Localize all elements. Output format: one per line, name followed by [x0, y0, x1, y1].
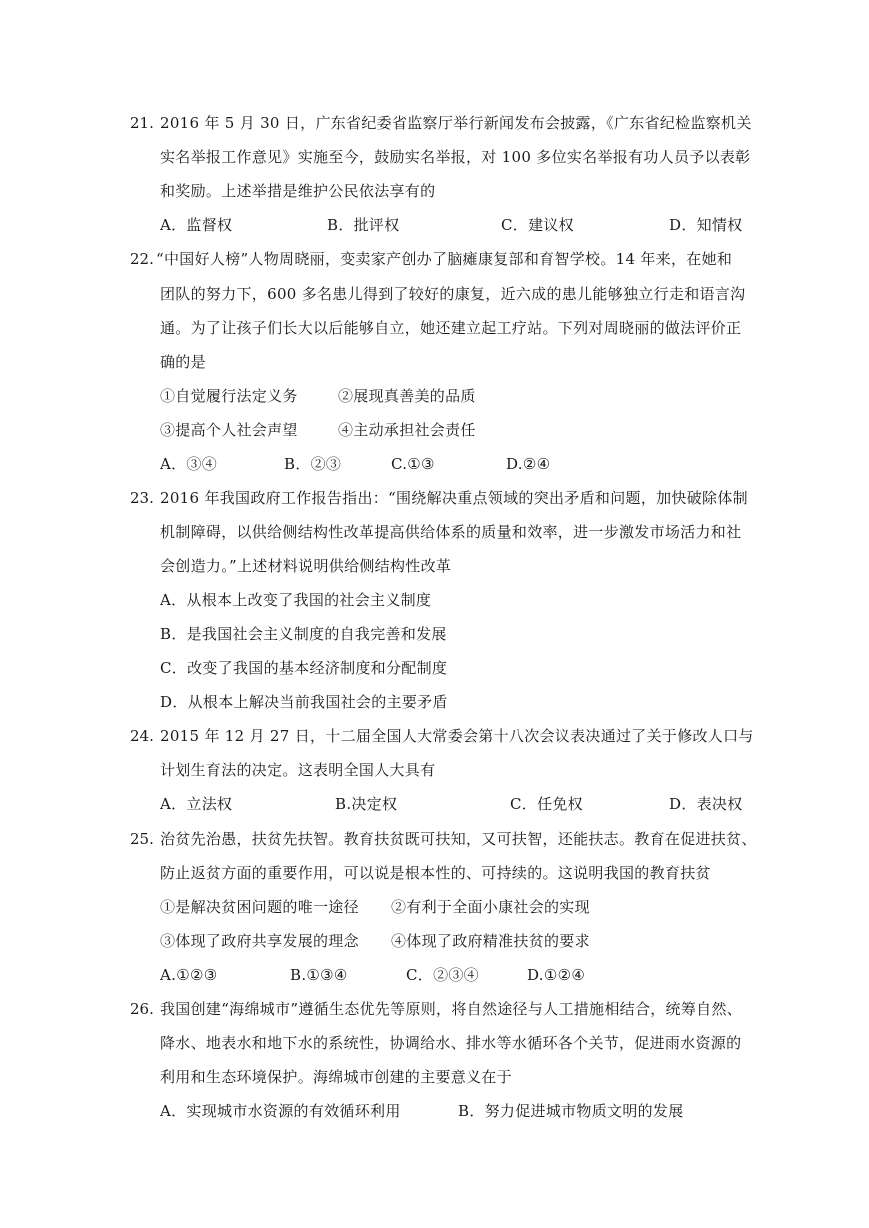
question-stem-line: 通。为了让孩子们长大以后能够自立，她还建立起工疗站。下列对周晓丽的做法评价正: [160, 319, 742, 337]
question-number: 21.: [130, 114, 154, 132]
question-stem-line: 机制障碍，以供给侧结构性改革提高供给体系的质量和效率，进一步激发市场活力和社: [160, 523, 742, 541]
question-stem-line: 2015 年 12 月 27 日，十二届全国人大常委会第十八次会议表决通过了关于修改人口与: [160, 727, 754, 745]
option-c: C．②③④: [406, 966, 479, 984]
option-c: C．任免权: [510, 795, 583, 813]
option-a: A．实现城市水资源的有效循环利用: [160, 1102, 401, 1120]
question-stem-line: 2016 年我国政府工作报告指出：“围绕解决重点领域的突出矛盾和问题，加快破除体制: [160, 489, 748, 507]
option-d: D．表决权: [669, 795, 743, 813]
option-a: A．③④: [160, 455, 218, 473]
question-stem-line: 降水、地表水和地下水的系统性，协调给水、排水等水循环各个关节，促进雨水资源的: [160, 1034, 742, 1052]
option-d: D.①②④: [527, 966, 586, 984]
statement-4: ④体现了政府精准扶贫的要求: [391, 932, 590, 950]
option-d: D．从根本上解决当前我国社会的主要矛盾: [160, 693, 448, 711]
option-b: B．努力促进城市物质文明的发展: [458, 1102, 684, 1120]
option-a: A．从根本上改变了我国的社会主义制度: [160, 591, 432, 609]
question-stem-line: 2016 年 5 月 30 日，广东省纪委省监察厅举行新闻发布会披露，《广东省纪检监察机关: [160, 114, 752, 132]
question-stem-line: “中国好人榜”人物周晓丽，变卖家产创办了脑瘫康复部和育智学校。14 年来，在她和: [156, 250, 733, 268]
question-stem-line: 利用和生态环境保护。海绵城市创建的主要意义在于: [160, 1068, 512, 1086]
option-c: C.①③: [391, 455, 435, 473]
statement-2: ②展现真善美的品质: [338, 387, 476, 405]
statement-3: ③提高个人社会声望: [160, 421, 298, 439]
question-stem-line: 实名举报工作意见》实施至今，鼓励实名举报，对 100 多位实名举报有功人员予以表彰: [160, 148, 751, 166]
statement-2: ②有利于全面小康社会的实现: [391, 898, 590, 916]
option-a: A．监督权: [160, 216, 233, 234]
statement-4: ④主动承担社会责任: [338, 421, 476, 439]
question-stem-line: 会创造力。”上述材料说明供给侧结构性改革: [160, 557, 452, 575]
question-stem-line: 和奖励。上述举措是维护公民依法享有的: [160, 182, 436, 200]
option-b: B．是我国社会主义制度的自我完善和发展: [160, 625, 447, 643]
statement-1: ①是解决贫困问题的唯一途径: [160, 898, 359, 916]
option-b: B.决定权: [335, 795, 398, 813]
statement-3: ③体现了政府共享发展的理念: [160, 932, 359, 950]
option-a: A．立法权: [160, 795, 233, 813]
question-stem-line: 我国创建“海绵城市”遵循生态优先等原则，将自然途径与人工措施相结合，统筹自然、: [160, 1000, 743, 1018]
option-c: C．改变了我国的基本经济制度和分配制度: [160, 659, 448, 677]
option-b: B.①③④: [290, 966, 348, 984]
option-b: B．②③: [284, 455, 342, 473]
question-stem-line: 治贫先治愚，扶贫先扶智。教育扶贫既可扶知，又可扶智，还能扶志。教育在促进扶贫、: [160, 830, 757, 848]
option-d: D.②④: [506, 455, 551, 473]
question-stem-line: 防止返贫方面的重要作用，可以说是根本性的、可持续的。这说明我国的教育扶贫: [160, 864, 711, 882]
question-number: 25.: [130, 830, 154, 848]
question-number: 26.: [130, 1000, 154, 1018]
question-number: 22.: [130, 250, 154, 268]
option-d: D．知情权: [669, 216, 743, 234]
question-stem-line: 团队的努力下，600 多名患儿得到了较好的康复，近六成的患儿能够独立行走和语言沟: [160, 285, 746, 303]
option-a: A.①②③: [160, 966, 218, 984]
question-number: 24.: [130, 727, 154, 745]
question-number: 23.: [130, 489, 154, 507]
option-b: B．批评权: [327, 216, 400, 234]
question-stem-line: 确的是: [160, 353, 206, 371]
question-stem-line: 计划生育法的决定。这表明全国人大具有: [160, 761, 436, 779]
statement-1: ①自觉履行法定义务: [160, 387, 298, 405]
option-c: C．建议权: [501, 216, 574, 234]
